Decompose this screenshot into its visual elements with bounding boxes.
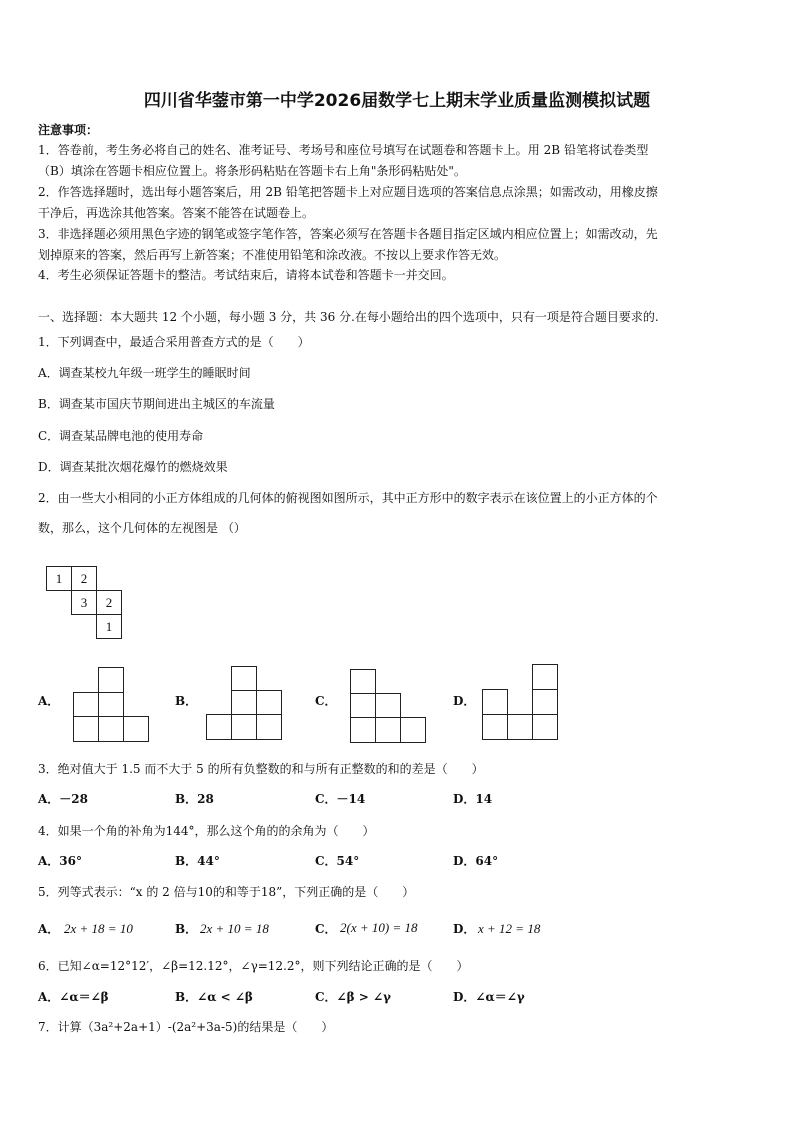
- q4-option-d: D．64°: [453, 854, 499, 868]
- q5-option-d-label: D．: [453, 922, 476, 936]
- view-cell: [232, 667, 257, 691]
- exam-title: 四川省华蓥市第一中学2026届数学七上期末学业质量监测模拟试题: [143, 91, 651, 111]
- view-cell: [207, 715, 232, 740]
- q2-option-c-figure: [350, 669, 430, 745]
- view-cell: [99, 717, 124, 742]
- notice-line-2: （B）填涂在答题卡相应位置上。将条形码粘贴在答题卡右上角"条形码粘贴处"。: [38, 164, 466, 178]
- view-cell: [351, 694, 376, 718]
- q2-stem-line1: 2．由一些大小相同的小正方体组成的几何体的俯视图如图所示，其中正方形中的数字表示在该位置上的小正方体的个: [38, 491, 658, 505]
- q1-option-a: A．调查某校九年级一班学生的睡眠时间: [38, 366, 251, 380]
- q6-option-a: A．∠α＝∠β: [38, 990, 109, 1004]
- view-cell: [74, 693, 99, 717]
- q1-stem: 1．下列调查中，最适合采用普查方式的是（ ）: [38, 335, 310, 349]
- q2-option-d-figure: [482, 664, 562, 742]
- section-heading: 一、选择题：本大题共 12 个小题，每小题 3 分，共 36 分.在每小题给出的四个选项中，只有一项是符合题目要求的.: [38, 310, 659, 324]
- q2-option-b-figure: [206, 666, 286, 742]
- q4-option-c: C．54°: [315, 854, 360, 868]
- view-cell: [232, 691, 257, 715]
- q3-option-b: B．28: [175, 792, 214, 806]
- q5-option-c-label: C．: [315, 922, 337, 936]
- q7-stem: 7．计算（3a²+2a+1）-(2a²+3a-5)的结果是（ ）: [38, 1020, 334, 1034]
- q5-option-b-equation: 2x + 10 = 18: [200, 921, 269, 936]
- q5-option-c-equation: 2(x + 10) = 18: [340, 920, 418, 935]
- view-cell: [351, 670, 376, 694]
- view-cell: [124, 717, 149, 742]
- q2-option-b-label: B．: [175, 694, 198, 708]
- view-cell: [533, 665, 558, 690]
- view-cell: [257, 715, 282, 740]
- q5-option-d-equation: x + 12 = 18: [478, 921, 541, 936]
- view-cell: [483, 715, 508, 740]
- q2-option-a-label: A．: [38, 694, 60, 708]
- view-cell: [533, 690, 558, 715]
- view-cell: [351, 718, 376, 743]
- grid-count: 3: [80, 595, 88, 610]
- q6-option-d: D．∠α＝∠γ: [453, 990, 525, 1004]
- view-cell: [74, 717, 99, 742]
- grid-count: 1: [55, 571, 63, 586]
- q1-option-b: B．调查某市国庆节期间进出主城区的车流量: [38, 397, 275, 411]
- q2-option-d-label: D．: [453, 694, 476, 708]
- q1-option-d: D．调查某批次烟花爆竹的燃烧效果: [38, 460, 228, 474]
- q3-option-d: D．14: [453, 792, 493, 806]
- view-cell: [376, 718, 401, 743]
- q5-option-a-label: A．: [38, 922, 60, 936]
- q3-option-c: C．－14: [315, 792, 366, 806]
- notice-line-3: 2．作答选择题时，选出每小题答案后，用 2B 铅笔把答题卡上对应题目选项的答案信息点涂黑；如需改动，用橡皮擦: [38, 185, 658, 199]
- q1-option-c: C．调查某品牌电池的使用寿命: [38, 429, 204, 443]
- view-cell: [401, 718, 426, 743]
- view-cell: [508, 715, 533, 740]
- notice-line-7: 4．考生必须保证答题卡的整洁。考试结束后，请将本试卷和答题卡一并交回。: [38, 268, 454, 282]
- q2-option-a-figure: [73, 667, 153, 743]
- top-view-grid: [46, 566, 126, 640]
- grid-count: 2: [105, 595, 113, 610]
- q6-stem: 6．已知∠α=12°12′，∠β=12.12°，∠γ=12.2°，则下列结论正确的是（ ）: [38, 959, 469, 973]
- view-cell: [99, 668, 124, 693]
- q3-option-a: A．－28: [38, 792, 89, 806]
- q2-option-c-label: C．: [315, 694, 337, 708]
- q6-option-b: B．∠α < ∠β: [175, 990, 253, 1004]
- view-cell: [99, 693, 124, 717]
- q3-stem: 3．绝对值大于 1.5 而不大于 5 的所有负整数的和与所有正整数的和的差是（ ）: [38, 762, 484, 776]
- notice-line-5: 3．非选择题必须用黑色字迹的钢笔或签字笔作答，答案必须写在答题卡各题目指定区域内相应位置上；如需改动，先: [38, 227, 658, 241]
- view-cell: [483, 690, 508, 715]
- grid-count: 1: [105, 619, 113, 634]
- notice-line-4: 干净后，再选涂其他答案。答案不能答在试题卷上。: [38, 206, 315, 220]
- notice-line-6: 划掉原来的答案，然后再写上新答案；不准使用铅笔和涂改液。不按以上要求作答无效。: [38, 248, 507, 262]
- q4-stem: 4．如果一个角的补角为144°，那么这个角的的余角为（ ）: [38, 824, 375, 838]
- grid-count: 2: [80, 571, 88, 586]
- q2-stem-line2: 数，那么，这个几何体的左视图是 （）: [38, 521, 246, 535]
- q5-option-b-label: B．: [175, 922, 198, 936]
- q4-option-b: B．44°: [175, 854, 220, 868]
- q5-option-a-equation: 2x + 18 = 10: [64, 921, 133, 936]
- view-cell: [533, 715, 558, 740]
- q4-option-a: A．36°: [38, 854, 83, 868]
- view-cell: [376, 694, 401, 718]
- q5-stem: 5．列等式表示：“x 的 2 倍与10的和等于18”，下列正确的是（ ）: [38, 885, 415, 899]
- view-cell: [232, 715, 257, 740]
- notice-heading: 注意事项：: [38, 123, 99, 137]
- view-cell: [257, 691, 282, 715]
- q6-option-c: C．∠β > ∠γ: [315, 990, 391, 1004]
- notice-line-1: 1．答卷前，考生务必将自己的姓名、准考证号、考场号和座位号填写在试题卷和答题卡上。用 2B 铅笔将试卷类型: [38, 143, 649, 157]
